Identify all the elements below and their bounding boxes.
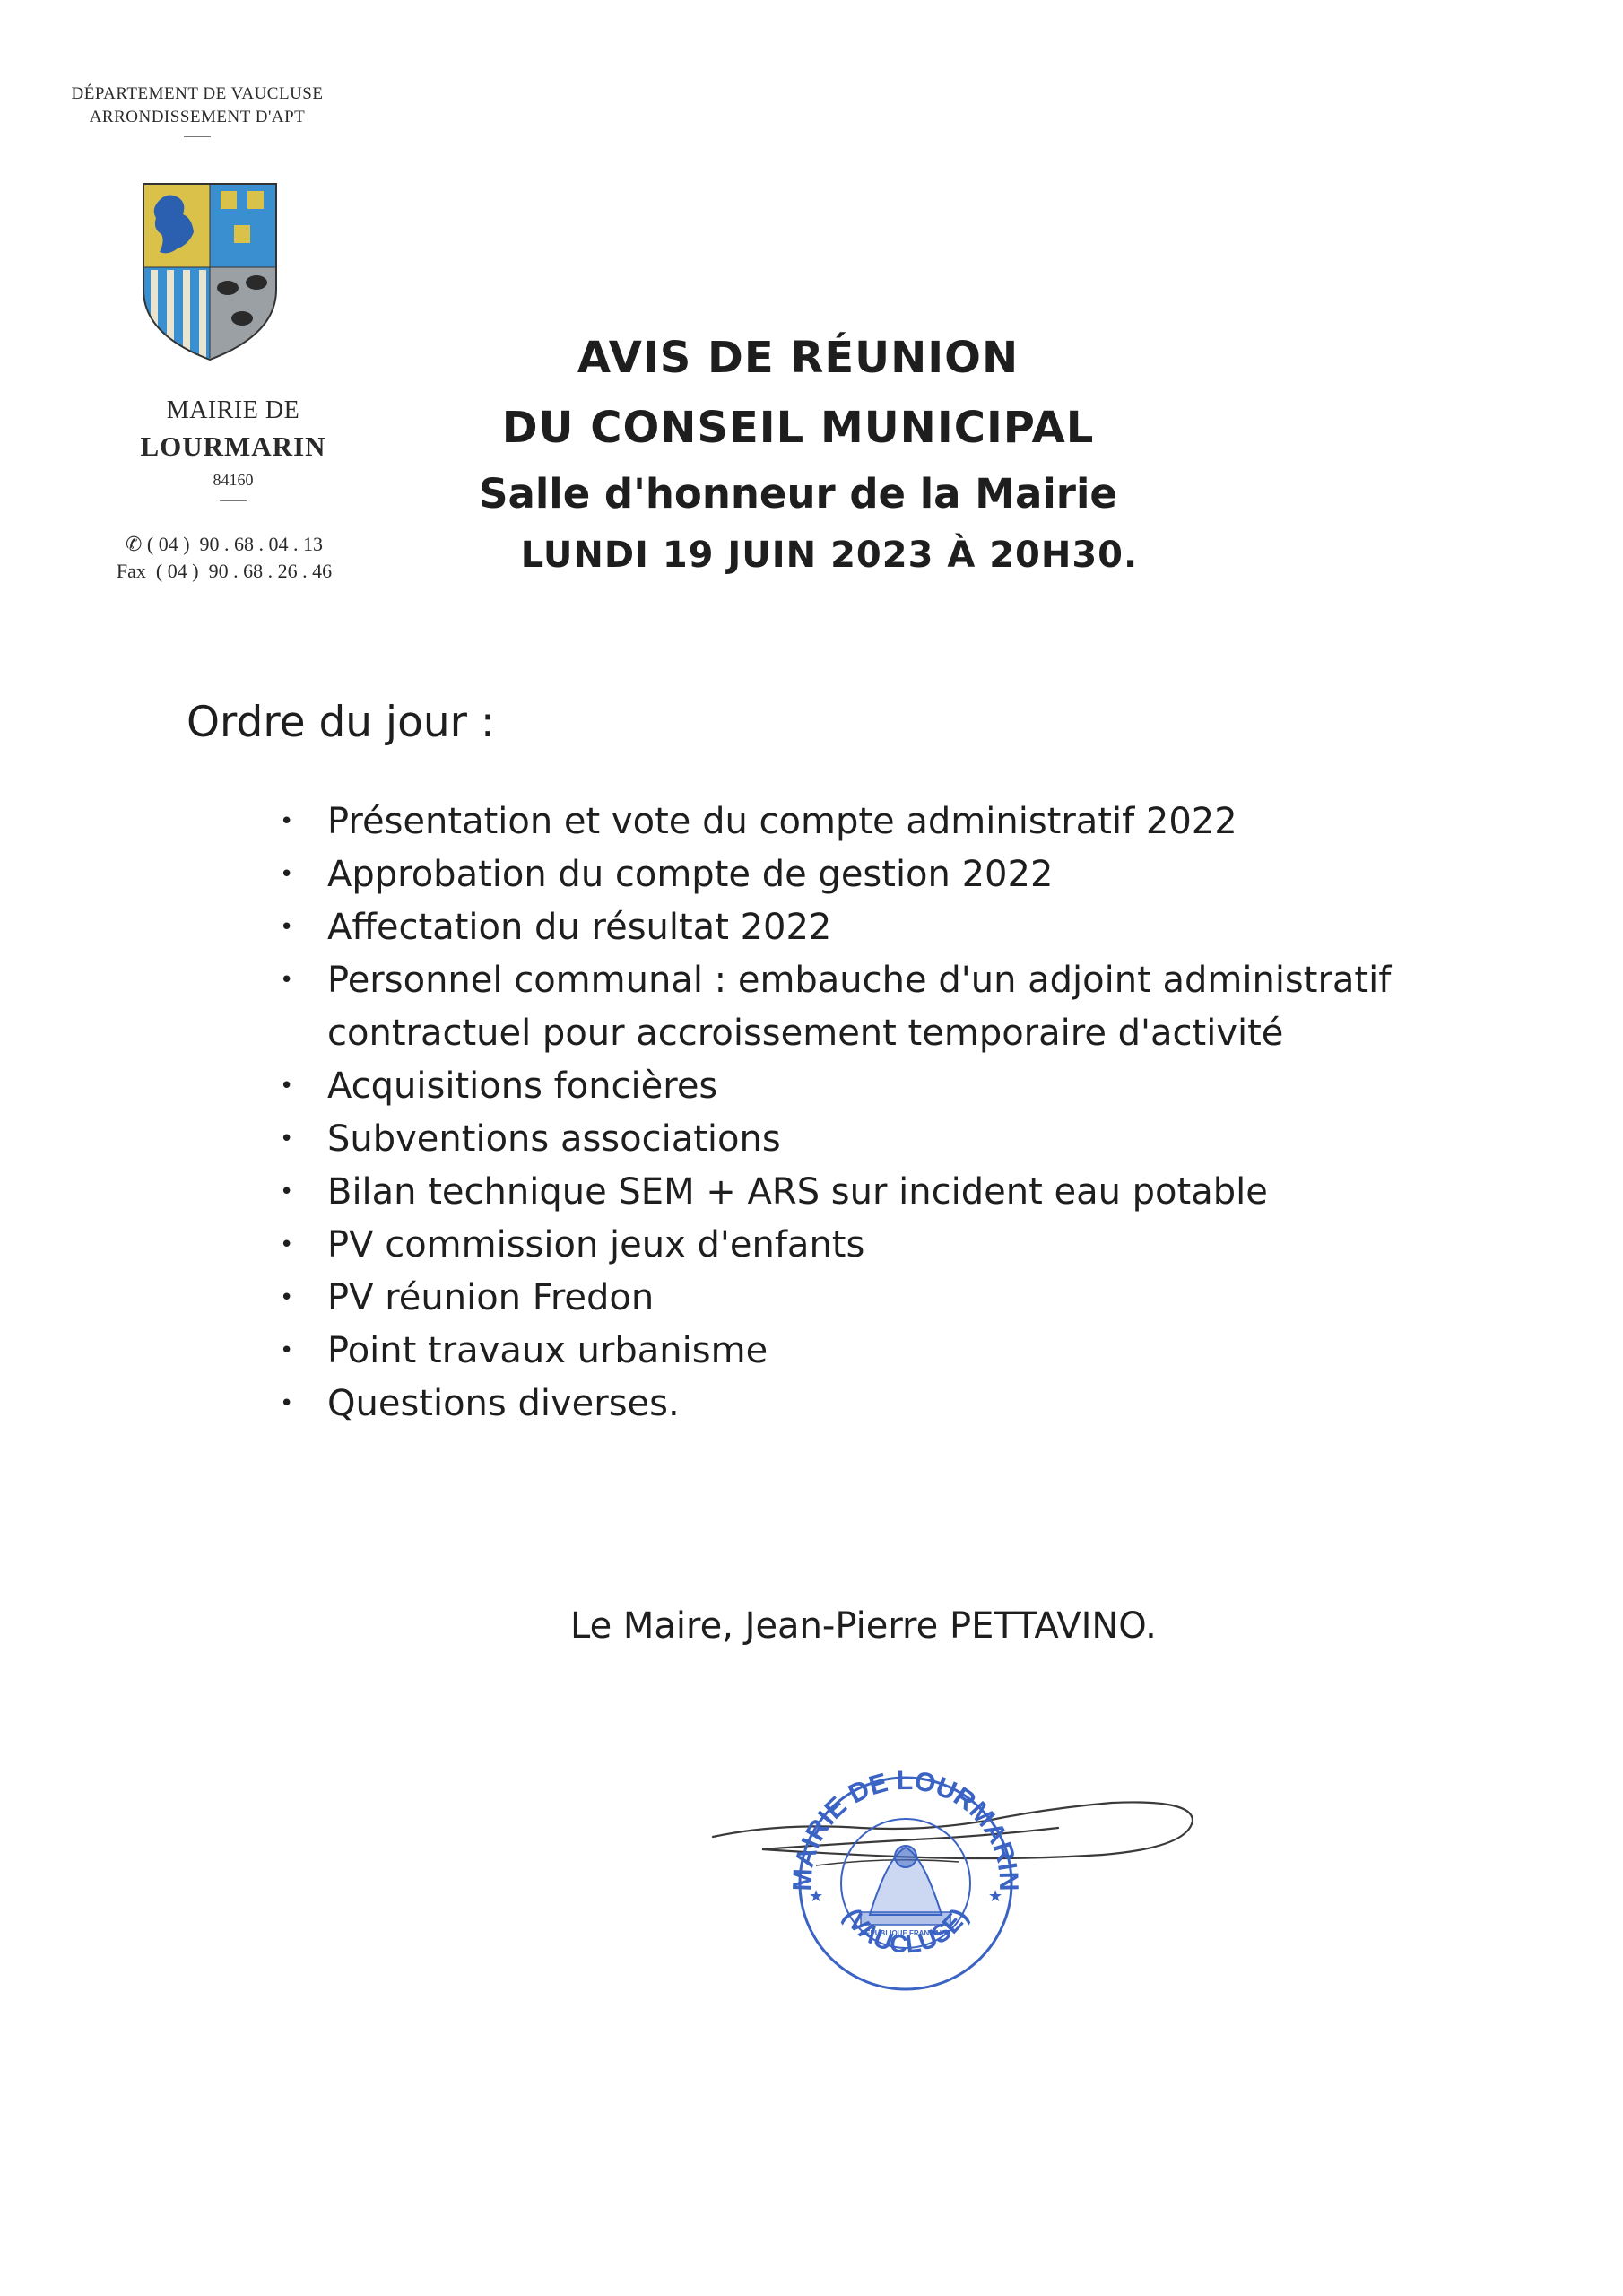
bullet-icon: •: [280, 914, 294, 941]
bullet-icon: •: [280, 1390, 294, 1417]
agenda-item-continuation: contractuel pour accroissement temporaire d'activité: [327, 1013, 1284, 1054]
bullet-icon: •: [280, 1178, 294, 1205]
stamp-top-text: MAIRIE DE LOURMARIN: [787, 1765, 1024, 1892]
bullet-icon: •: [280, 1073, 294, 1100]
mairie-divider: [220, 500, 247, 501]
agenda-item: • Point travaux urbanisme: [269, 1325, 1471, 1378]
bullet-icon: •: [280, 1126, 294, 1152]
postcode: 84160: [213, 471, 254, 489]
department-name: DÉPARTEMENT DE VAUCLUSE: [71, 84, 324, 103]
agenda-item: • Subventions associations: [269, 1113, 1471, 1166]
bullet-icon: •: [280, 967, 294, 994]
agenda-item: • Acquisitions foncières: [269, 1060, 1471, 1113]
bullet-icon: •: [280, 1337, 294, 1364]
bullet-icon: •: [280, 1231, 294, 1258]
stamp-star-icon: ★: [988, 1887, 1003, 1905]
bullet-icon: •: [280, 808, 294, 835]
town-name: LOURMARIN: [140, 430, 326, 462]
agenda-item: • Affectation du résultat 2022: [269, 901, 1471, 954]
notice-title: AVIS DE RÉUNION: [577, 333, 1020, 383]
signature-and-stamp: [708, 1722, 1211, 1991]
agenda-item: • PV commission jeux d'enfants: [269, 1219, 1471, 1272]
mairie-label: MAIRIE DE: [166, 396, 300, 424]
stamp-bottom-text: (VAUCLUSE): [838, 1903, 974, 1959]
stamp-star-icon: ★: [809, 1887, 824, 1905]
arrondissement-name: ARRONDISSEMENT D'APT: [89, 108, 306, 126]
mairie-block: [90, 395, 377, 501]
fax-number: Fax ( 04 ) 90 . 68 . 26 . 46: [116, 560, 333, 582]
coat-of-arms-logo: [142, 182, 278, 361]
agenda-item: • Bilan technique SEM + ARS sur incident eau potable: [269, 1166, 1471, 1219]
agenda-item: • Présentation et vote du compte administratif 2022: [269, 796, 1471, 848]
agenda-item: • Questions diverses.: [269, 1378, 1471, 1431]
agenda-item: • Approbation du compte de gestion 2022: [269, 848, 1471, 901]
venue: Salle d'honneur de la Mairie: [479, 470, 1117, 517]
department-header: [54, 83, 341, 137]
agenda-heading: Ordre du jour :: [187, 698, 495, 747]
bullet-icon: •: [280, 861, 294, 888]
notice-title-block: [395, 323, 1202, 585]
contact-block: [81, 531, 368, 585]
agenda-list: [269, 796, 1471, 1431]
header-divider: [184, 136, 211, 137]
stamp-inner-text: RÉPUBLIQUE FRANÇAISE: [860, 1929, 951, 1937]
agenda-item: • Personnel communal : embauche d'un adjoint administratif: [269, 954, 1471, 1007]
notice-subtitle: DU CONSEIL MUNICIPAL: [501, 403, 1095, 453]
mayor-signature-line: Le Maire, Jean-Pierre PETTAVINO.: [570, 1605, 1157, 1647]
phone-number: ✆ ( 04 ) 90 . 68 . 04 . 13: [125, 533, 324, 555]
bullet-icon: •: [280, 1284, 294, 1311]
handwritten-signature: [713, 1802, 1193, 1858]
meeting-date: LUNDI 19 JUIN 2023 À 20H30.: [520, 535, 1139, 576]
agenda-item: • PV réunion Fredon: [269, 1272, 1471, 1325]
